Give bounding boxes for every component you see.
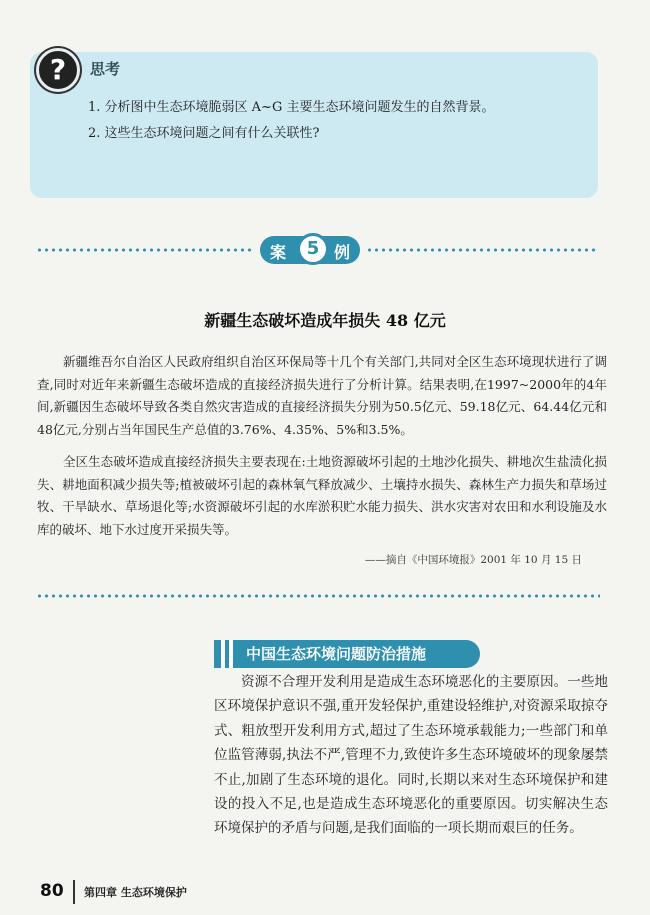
chapter-label: 第四章 生态环境保护 bbox=[84, 886, 187, 899]
case-number: 5 bbox=[297, 233, 329, 265]
dotted-divider-right bbox=[366, 248, 598, 252]
case-source: ——摘自《中国环境报》2001 年 10 月 15 日 bbox=[364, 554, 582, 566]
think-question-2: 2. 这些生态环境问题之间有什么关联性? bbox=[88, 126, 320, 141]
case-paragraph-1: 新疆维吾尔自治区人民政府组织自治区环保局等十几个有关部门,共同对全区生态环境现状进行了调查,同时对近年来新疆生态破坏造成的直接经济损失进行了分析计算。结果表明,在1997~2000年的4年间,新疆因生态破坏导致各类自然灾害造成的直接经济损失分别为50.5亿元、59.18亿元、64.44亿元和48亿元,分别占当年国民生产总值的3.76%、4.35%、5%和3.5%。 bbox=[37, 354, 607, 437]
section-heading bbox=[214, 640, 480, 668]
case-paragraph-2: 全区生态破坏造成直接经济损失主要表现在:土地资源破坏引起的土地沙化损失、耕地次生盐渍化损失、耕地面积减少损失等;植被破坏引起的森林氧气释放减少、土壤持水损失、森林生产力损失和草场过牧、干旱缺水、草场退化等;水资源破坏引起的水库淤积贮水能力损失、洪水灾害对农田和水利设施及水库的破坏、地下水过度开采损失等。 bbox=[37, 454, 607, 537]
case-label-left: 案 bbox=[270, 243, 287, 262]
footer-divider bbox=[73, 880, 75, 904]
dotted-divider-left bbox=[36, 248, 254, 252]
dotted-divider-bottom bbox=[36, 594, 600, 598]
page-number: 80 bbox=[40, 881, 64, 901]
question-icon: ? bbox=[36, 48, 80, 92]
heading-bar-decoration bbox=[221, 640, 225, 668]
case-title: 新疆生态破坏造成年损失 48 亿元 bbox=[204, 311, 446, 330]
case-banner bbox=[260, 236, 360, 264]
section-body: 资源不合理开发利用是造成生态环境恶化的主要原因。一些地区环境保护意识不强,重开发轻保护,重建设轻维护,对资源采取掠夺式、粗放型开发利用方式,超过了生态环境承载能力;一些部门和单位监管薄弱,执法不严,管理不力,致使许多生态环境破坏的现象屡禁不止,加剧了生态环境的退化。同时,长期以来对生态环境保护和建设的投入不足,也是造成生态环境恶化的重要原因。切实解决生态环境保护的矛盾与问题,是我们面临的一项长期而艰巨的任务。 bbox=[214, 674, 608, 837]
think-question-1: 1. 分析图中生态环境脆弱区 A~G 主要生态环境问题发生的自然背景。 bbox=[88, 100, 495, 115]
case-label-right: 例 bbox=[334, 243, 351, 262]
heading-bar-decoration bbox=[229, 640, 233, 668]
section-heading-text: 中国生态环境问题防治措施 bbox=[246, 645, 427, 663]
think-title: 思考 bbox=[90, 60, 121, 78]
